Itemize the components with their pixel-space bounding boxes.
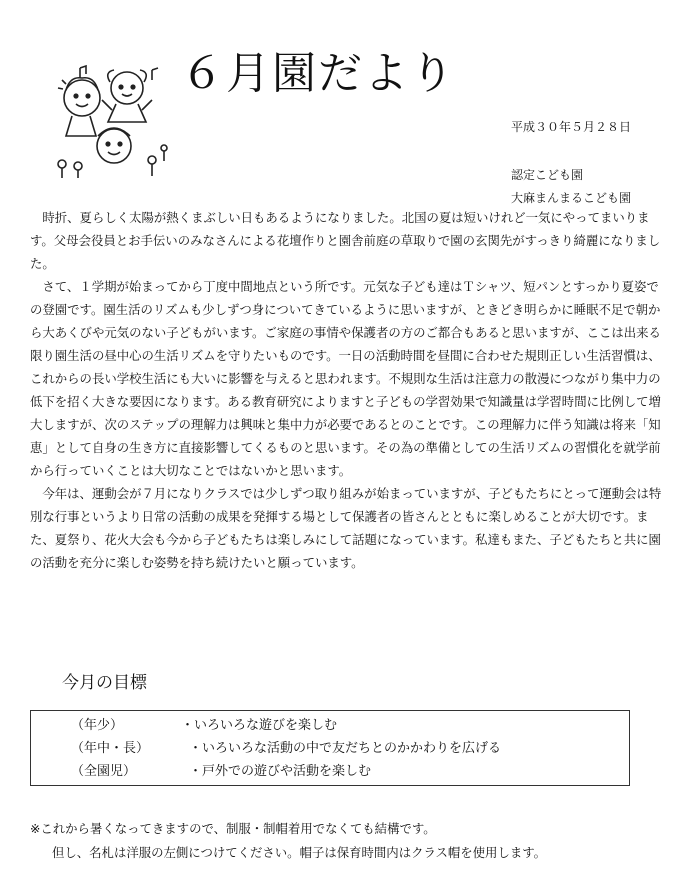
children-illustration (52, 60, 170, 180)
newsletter-body (30, 206, 670, 574)
organization-name: 大麻まんまるこども園 (511, 191, 632, 205)
organization-type: 認定こども園 (511, 168, 584, 182)
body-paragraph: 今年は、運動会が７月になりクラスでは少しずつ取り組みが始まっていますが、子どもたちにとって運動会は特別な行事というより日常の活動の成果を発揮する場として保護者の皆さんとともに楽しめることが大切です。また、夏祭り、花火大会も今から子どもたちは楽しみにして話題になっています。私達もまた、子どもたちと共に園の活動を充分に楽しむ姿勢を持ち続けたいと願っています。 (30, 486, 662, 570)
goal-row-zenenji (31, 760, 629, 783)
goal-label: （年少） (71, 718, 124, 733)
goal-row-nenchucho (31, 737, 629, 760)
body-paragraph: 時折、夏らしく太陽が熱くまぶしい日もあるようになりました。北国の夏は短いけれど一気にやってまいります。父母会役員とお手伝いのみなさんによる花壇作りと園舎前庭の草取りで園の玄関先がすっきり綺麗になりました。 (30, 210, 661, 271)
uniform-note (30, 817, 546, 865)
goal-row-nensho (31, 714, 629, 737)
goal-text: ・いろいろな遊びを楽しむ (181, 718, 338, 733)
goal-text: ・戸外での遊びや活動を楽しむ (189, 764, 372, 779)
goal-label: （全園児） (71, 764, 137, 779)
body-paragraph: さて、１学期が始まってから丁度中間地点という所です。元気な子ども達はＴシャツ、短パンとすっかり夏姿での登園です。園生活のリズムも少しずつ身についてきているように思いますが、ときどき明らかに睡眠不足で朝から大あくびや元気のない子どもがいます。ご家庭の事情や保護者の方のご都合もあると思いますが、ここは出来る限り園生活の昼中心の生活リズムを守りたいものです。一日の活動時間を昼間に合わせた規則正しい生活習慣は、これからの長い学校生活にも大いに影響を与えると思われます。不規則な生活は注意力の散漫につながり集中力の低下を招く大きな要因になります。ある教育研究によりますと子どもの学習効果で知識量は学習時間に比例して増大しますが、次のステップの理解力は興味と集中力が必要であるとのことです。この理解力に伴う知識は将来「知恵」として自身の生き方に直接影響してくるものと思います。その為の準備としての生活リズムの習慣化を就学前から行っていくことは大切なことではないかと思います。 (30, 279, 661, 478)
note-line: ※これから暑くなってきますので、制服・制帽着用でなくても結構です。 (30, 821, 436, 836)
goals-heading: 今月の目標 (62, 673, 147, 693)
note-line: 但し、名札は洋服の左側につけてください。帽子は保育時間内はクラス帽を使用します。 (52, 845, 547, 860)
goals-box (30, 710, 630, 786)
goal-label: （年中・長） (71, 741, 150, 756)
goal-text: ・いろいろな活動の中で友だちとのかかわりを広げる (189, 741, 502, 756)
newsletter-title: ６月園だより (180, 48, 456, 99)
issue-date: 平成３０年５月２８日 (511, 120, 632, 134)
